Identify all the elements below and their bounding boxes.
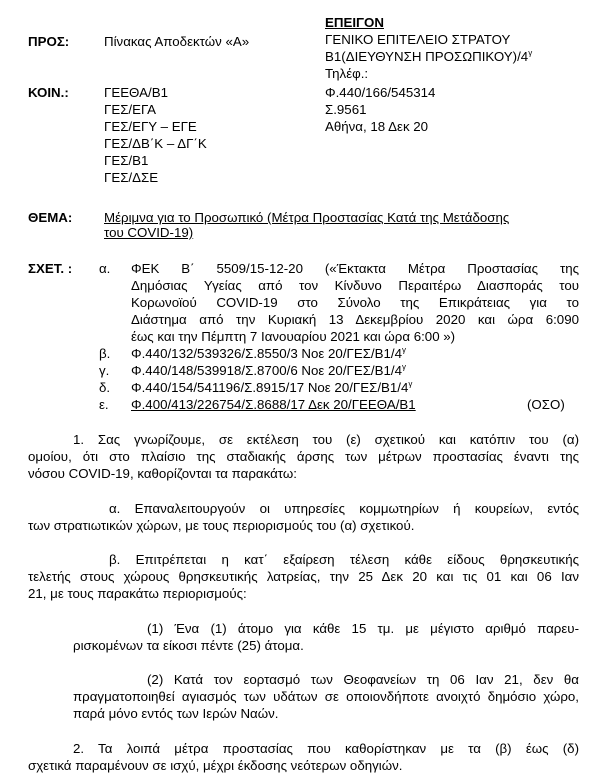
cc-item: ΓΕΕΘΑ/Β1 (104, 85, 168, 100)
reference-item: Φ.440/154/541196/Σ.8915/17 Νοε $20/\Gamma E\Sigma/B1/4^\gamma$ (131, 379, 413, 395)
reference-marker: γ. (99, 363, 110, 378)
cc-item: ΓΕΣ/ΕΓΥ – ΕΓΕ (104, 119, 197, 134)
paragraph-line: 1. Σας γνωρίζουμε, σε εκτέλεση του (ε) σχετικού και κατόπιν του (α) (73, 432, 579, 447)
subject-line: του COVID-19) (104, 225, 194, 240)
reference-line: έως και την Πέμπτη 7 Ιανουαρίου 2021 και ώρα 6:00 ») (131, 329, 456, 344)
paragraph-line: 2. Τα λοιπά μέτρα προστασίας που καθορίστηκαν με τα (β) έως (δ) (73, 741, 579, 756)
reference-item: Φ.400/413/226754/Σ.8688/17 Δεκ 20/ΓΕΕΘΑ/Β1 (131, 397, 416, 412)
reference-marker: δ. (99, 380, 111, 395)
file-number: Φ.440/166/545314 (325, 85, 436, 100)
paragraph-line: των στρατιωτικών χώρων, με τους περιορισμούς του (α) σχετικού. (28, 518, 415, 533)
urgency-label: ΕΠΕΙΓΟΝ (325, 15, 384, 30)
sender-directorate: Β1(ΔΙΕΥΘΥΝΣΗ $\Pi PO\Sigma\Omega\Pi IKO\Upsilon)/4^\gamma$ (325, 48, 533, 64)
paragraph-line: τελετής στους χώρους θρησκευτικής λατρείας, την 25 Δεκ 20 και τις 01 και 06 Ιαν (28, 569, 579, 584)
reference-line: Δημόσιας Υγείας από τον Κίνδυνο Περαιτέρω Διασποράς του (131, 278, 579, 293)
paragraph-line: πραγματοποιηθεί αγιασμός των υδάτων σε οποιονδήποτε ανοιχτό δημόσιο χώρο, (73, 689, 579, 704)
registry-number: Σ.9561 (325, 102, 367, 117)
reference-line: Διάστημα από την Κυριακή 13 Δεκεμβρίου 2020 και ώρα 6:090 (131, 312, 579, 327)
paragraph-line: ρισκομένων τα είκοσι πέντε (25) άτομα. (73, 638, 304, 653)
phone-label: Τηλέφ.: (325, 66, 369, 81)
cc-item: ΓΕΣ/ΕΓΑ (104, 102, 156, 117)
sender-name: ΓΕΝΙΚΟ ΕΠΙΤΕΛΕΙΟ ΣΤΡΑΤΟΥ (325, 32, 511, 47)
reference-line: Κορωνοϊού COVID-19 στο Σύνολο της Επικράτειας για το (131, 295, 579, 310)
references-label: ΣΧΕΤ. : (28, 261, 73, 276)
to-label: ΠΡΟΣ: (28, 34, 70, 49)
paragraph-line: 21, με τους παρακάτω περιορισμούς: (28, 586, 247, 601)
paragraph-line: (2) Κατά τον εορτασμό των Θεοφανείων τη 06 Ιαν 21, δεν θα (147, 672, 579, 687)
cc-item: ΓΕΣ/Β1 (104, 153, 149, 168)
reference-line: ΦΕΚ Β΄ 5509/15-12-20 («Έκτακτα Μέτρα Προστασίας της (131, 261, 579, 276)
reference-marker: β. (99, 346, 111, 361)
reference-item: Φ.440/132/539326/Σ.8550/3 Νοε $20/\Gamma E\Sigma/B1/4^\gamma$ (131, 345, 406, 361)
subject-line: Μέριμνα για το Προσωπικό (Μέτρα Προστασίας Κατά της Μετάδοσης (104, 210, 510, 225)
paragraph-line: σχετικά παραμένουν σε ισχύ, μέχρι έκδοσης νεότερων οδηγιών. (28, 758, 403, 773)
paragraph-line: νόσου COVID-19, καθορίζονται τα παρακάτω: (28, 466, 297, 481)
paragraph-line: ομοίου, ότι στο πλαίσιο της σταδιακής άρσης των μέτρων προστασίας έναντι της (28, 449, 579, 464)
cc-item: ΓΕΣ/ΔΒ΄Κ – ΔΓ΄Κ (104, 136, 207, 151)
cc-item: ΓΕΣ/ΔΣΕ (104, 170, 159, 185)
paragraph-line: (1) Ένα (1) άτομο για κάθε 15 τμ. με μέγιστο αριθμό παρευ- (147, 621, 579, 636)
place-date: Αθήνα, 18 Δεκ 20 (325, 119, 429, 134)
paragraph-line: παρά μόνο εντός των Ιερών Ναών. (73, 706, 279, 721)
reference-marker: α. (99, 261, 111, 276)
reference-marker: ε. (99, 397, 109, 412)
cc-label: ΚΟΙΝ.: (28, 85, 69, 100)
reference-classification: (ΟΣΟ) (527, 397, 565, 412)
paragraph-line: β. Επιτρέπεται η κατ΄ εξαίρεση τέλεση κάθε είδους θρησκευτικής (109, 552, 579, 567)
to-value: Πίνακας Αποδεκτών «Α» (104, 34, 250, 49)
subject-label: ΘΕΜΑ: (28, 210, 73, 225)
reference-item: Φ.440/148/539918/Σ.8700/6 Νοε $20/\Gamma E\Sigma/B1/4^\gamma$ (131, 362, 406, 378)
paragraph-line: α. Επαναλειτουργούν οι υπηρεσίες κομμωτηρίων ή κουρείων, εντός (109, 501, 579, 516)
